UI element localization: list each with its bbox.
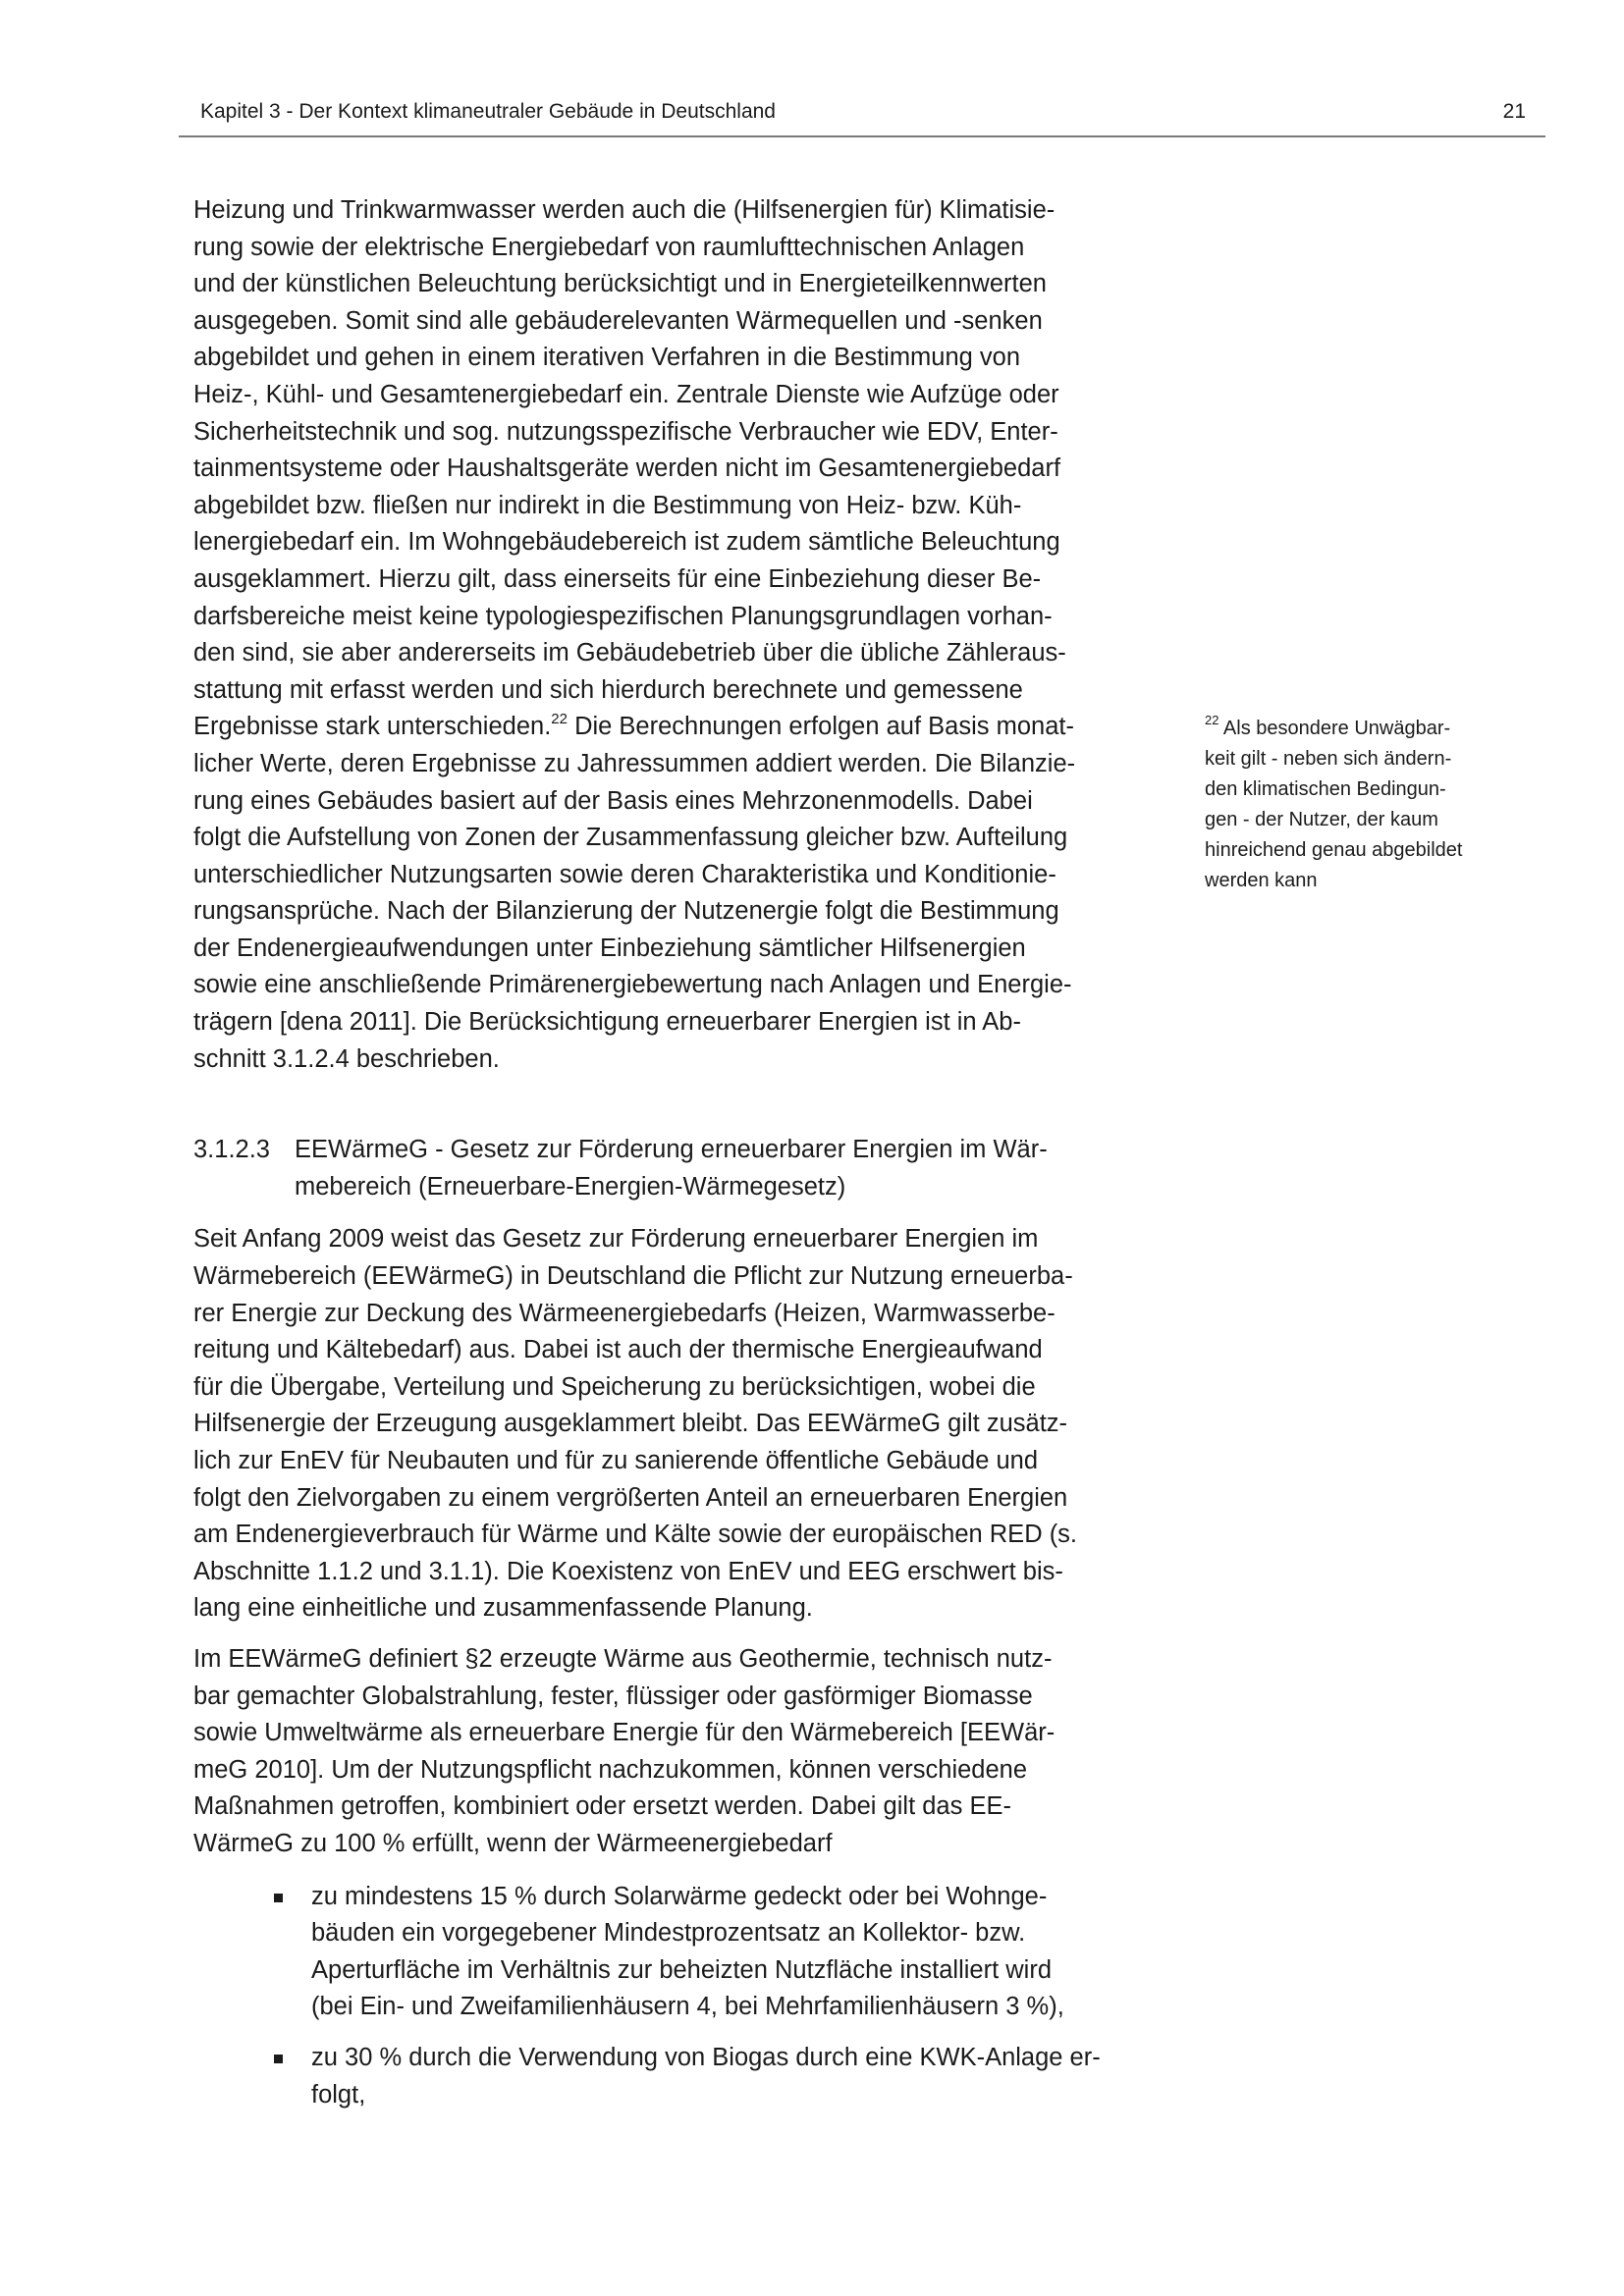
chapter-title: Kapitel 3 - Der Kontext klimaneutraler Gebäude in Deutschland [200,100,776,123]
text-line: folgt den Zielvorgaben zu einem vergrößerten Anteil an erneuerbaren Energien [193,1483,1068,1512]
text-line: und der künstlichen Beleuchtung berücksichtigt und in Energieteilkennwerten [193,270,1047,298]
running-header [179,96,1545,137]
text-line: der Endenergieaufwendungen unter Einbeziehung sämtlicher Hilfsenergien [193,934,1026,962]
text-line: zu 30 % durch die Verwendung von Biogas durch eine KWK-Anlage er- [311,2043,1101,2071]
section-number: 3.1.2.3 [193,1136,270,1164]
text-line: abgebildet bzw. fließen nur indirekt in die Bestimmung von Heiz- bzw. Küh- [193,491,1022,519]
text-line: Im EEWärmeG definiert §2 erzeugte Wärme aus Geothermie, technisch nutz- [193,1644,1053,1673]
section-heading [193,1132,1175,1205]
text-line: meG 2010]. Um der Nutzungspflicht nachzukommen, können verschiedene [193,1755,1028,1784]
text-line: darfsbereiche meist keine typologiespezifischen Planungsgrundlagen vorhan- [193,602,1053,630]
text-line: den sind, sie aber andererseits im Gebäudebetrieb über die übliche Zähleraus- [193,639,1066,667]
text-line: Maßnahmen getroffen, kombiniert oder ersetzt werden. Dabei gilt das EE- [193,1792,1011,1821]
text-line: abgebildet und gehen in einem iterativen Verfahren in die Bestimmung von [193,344,1021,372]
text-line: lang eine einheitliche und zusammenfassende Planung. [193,1594,813,1623]
text-line: tainmentsysteme oder Haushaltsgeräte werden nicht im Gesamtenergiebedarf [193,454,1061,483]
text-line: ausgeklammert. Hierzu gilt, dass einerseits für eine Einbeziehung dieser Be- [193,564,1042,593]
text-line: bäuden ein vorgegebener Mindestprozentsatz an Kollektor- bzw. [311,1919,1026,1948]
text-line: Seit Anfang 2009 weist das Gesetz zur Förderung erneuerbarer Energien im [193,1225,1039,1254]
text-line: den klimatischen Bedingun- [1205,778,1446,800]
main-column [193,192,1175,2113]
page-number: 21 [1502,100,1526,123]
text-line: rung sowie der elektrische Energiebedarf von raumlufttechnischen Anlagen [193,233,1025,261]
text-line: licher Werte, deren Ergebnisse zu Jahressummen addiert werden. Die Bilanzie- [193,749,1076,777]
text-line: rungsansprüche. Nach der Bilanzierung der Nutzenergie folgt die Bestimmung [193,897,1059,926]
text-line: am Endenergieverbrauch für Wärme und Kälte sowie der europäischen RED (s. [193,1521,1078,1549]
text-line: Heizung und Trinkwarmwasser werden auch die (Hilfsenergien für) Klimatisie- [193,196,1056,224]
bullet-square-icon [274,1894,283,1902]
text-line: ausgegeben. Somit sind alle gebäuderelevanten Wärmequellen und -senken [193,306,1043,335]
text-line: Wärmebereich (EEWärmeG) in Deutschland die Pflicht zur Nutzung erneuerba- [193,1262,1073,1291]
bullet-square-icon [274,2055,283,2063]
text-line: folgt die Aufstellung von Zonen der Zusammenfassung gleicher bzw. Aufteilung [193,824,1068,852]
text-line: (bei Ein- und Zweifamilienhäusern 4, bei Mehrfamilienhäusern 3 %), [311,1993,1064,2021]
text-line: zu mindestens 15 % durch Solarwärme gedeckt oder bei Wohnge- [311,1882,1048,1910]
text-line: schnitt 3.1.2.4 beschrieben. [193,1044,500,1073]
text-line: hinreichend genau abgebildet [1205,839,1463,861]
text-line: Hilfsenergie der Erzeugung ausgeklammert bleibt. Das EEWärmeG gilt zusätz- [193,1410,1068,1438]
text-line: rung eines Gebäudes basiert auf der Basis eines Mehrzonenmodells. Dabei [193,786,1033,815]
text-line: werden kann [1205,870,1318,891]
text-line: folgt, [311,2080,366,2109]
text-line: stattung mit erfasst werden und sich hierdurch berechnete und gemessene [193,675,1023,704]
text-line: Aperturfläche im Verhältnis zur beheizten Nutzfläche installiert wird [311,1955,1053,1984]
text-line: mebereich (Erneuerbare-Energien-Wärmegesetz) [295,1172,846,1201]
paragraph-energy-balance [193,192,1175,1078]
text-line: bar gemachter Globalstrahlung, fester, flüssiger oder gasförmiger Biomasse [193,1682,1033,1710]
list-item [311,2040,1175,2113]
footnote-marker: 22 [1205,713,1219,728]
text-line: gen - der Nutzer, der kaum [1205,809,1438,830]
text-line: Sicherheitstechnik und sog. nutzungsspezifische Verbraucher wie EDV, Enter- [193,417,1058,446]
text-line: reitung und Kältebedarf) aus. Dabei ist auch der thermische Energieaufwand [193,1336,1043,1364]
text-line: Ergebnisse stark unterschieden.$^{22}$ Die Berechnungen erfolgen auf Basis monat- [193,710,1074,741]
text-line: sowie eine anschließende Primärenergiebewertung nach Anlagen und Energie- [193,971,1072,999]
list-item [311,1879,1175,2026]
footnote [1205,714,1539,896]
text-line: für die Übergabe, Verteilung und Speicherung zu berücksichtigen, wobei die [193,1372,1036,1401]
text-line: WärmeG zu 100 % erfüllt, wenn der Wärmeenergiebedarf [193,1829,833,1857]
text-line: unterschiedlicher Nutzungsarten sowie deren Charakteristika und Konditionie- [193,860,1056,888]
paragraph-eewaermeg-definition [193,1641,1175,1863]
text-line: Abschnitte 1.1.2 und 3.1.1). Die Koexistenz von EnEV und EEG erschwert bis- [193,1557,1063,1585]
section-title [295,1132,1175,1205]
text-line: sowie Umweltwärme als erneuerbare Energie für den Wärmebereich [EEWär- [193,1719,1056,1747]
text-line: lich zur EnEV für Neubauten und für zu sanierende öffentliche Gebäude und [193,1447,1039,1474]
text-line: trägern [dena 2011]. Die Berücksichtigung erneuerbarer Energien ist in Ab- [193,1008,1021,1037]
text-line: $^{22}$ Als besondere Unwägbar- [1205,713,1451,739]
paragraph-eewaermeg-intro [193,1221,1175,1628]
footnote-reference[interactable]: 22 [551,710,568,727]
text-line: EEWärmeG - Gesetz zur Förderung erneuerbarer Energien im Wär- [295,1136,1048,1164]
text-line: lenergiebedarf ein. Im Wohngebäudebereich ist zudem sämtliche Beleuchtung [193,528,1060,557]
bullet-list [193,1879,1175,2114]
text-line: keit gilt - neben sich ändern- [1205,748,1452,770]
text-line: Heiz-, Kühl- und Gesamtenergiebedarf ein. Zentrale Dienste wie Aufzüge oder [193,380,1059,408]
text-line: rer Energie zur Deckung des Wärmeenergiebedarfs (Heizen, Warmwasserbe- [193,1299,1056,1327]
